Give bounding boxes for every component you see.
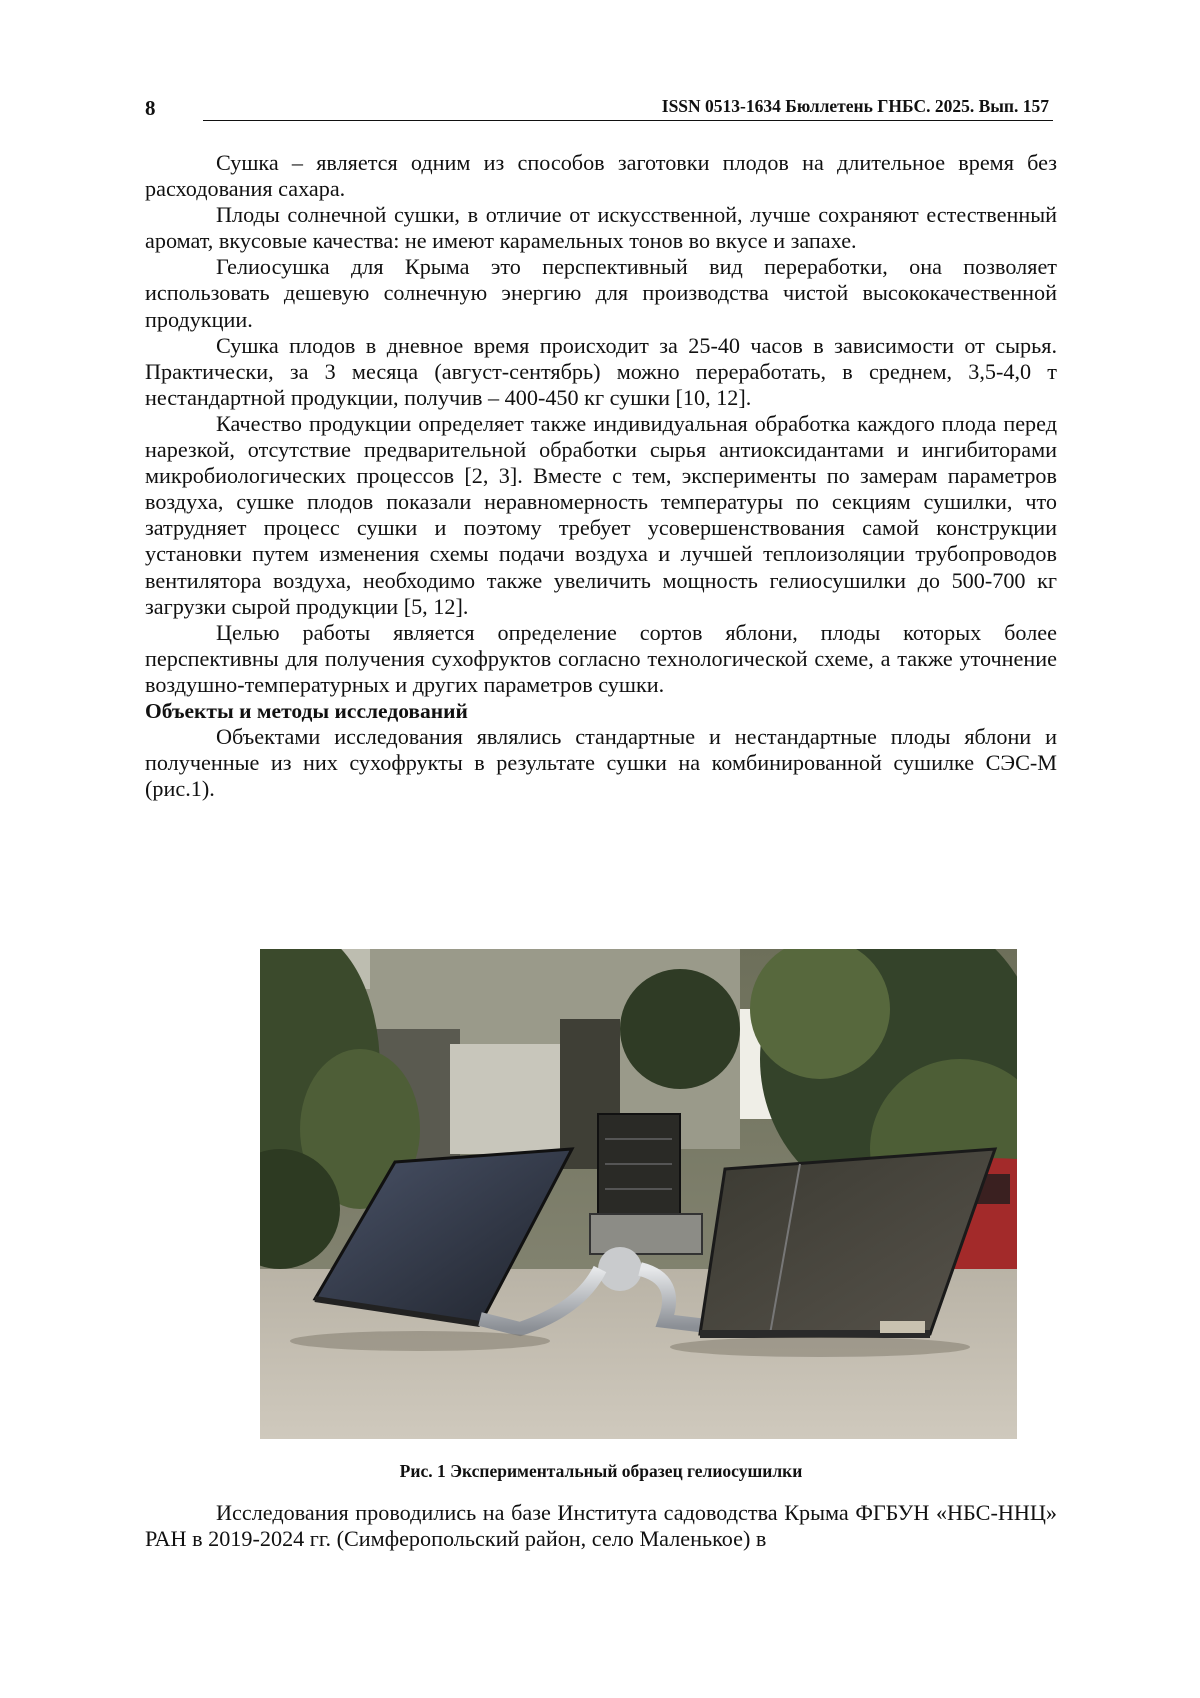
closing-paragraph: Исследования проводились на базе Института садоводства Крыма ФГБУН «НБС-ННЦ» РАН в 2019-2024 гг. (Симферопольский район, село Маленькое) в xyxy=(145,1500,1057,1552)
section-paragraph: Объектами исследования являлись стандартные и нестандартные плоды яблони и полученные из них сухофрукты в результате сушки на комбинированной сушилке СЭС-М (рис.1). xyxy=(145,723,1057,802)
section-heading: Объекты и методы исследований xyxy=(145,698,468,723)
paragraph-2: Плоды солнечной сушки, в отличие от искусственной, лучше сохраняют естественный аромат, вкусовые качества: не имеют карамельных тонов во вкусе и запахе. xyxy=(145,202,1057,254)
running-header xyxy=(145,92,1053,122)
article-body-continued xyxy=(145,1500,1057,1552)
figure-caption: Рис. 1 Экспериментальный образец гелиосушилки xyxy=(399,1461,803,1481)
journal-citation: ISSN 0513-1634 Бюллетень ГНБС. 2025. Вып. 157 xyxy=(203,96,1053,121)
paragraph-5: Качество продукции определяет также индивидуальная обработка каждого плода перед нарезкой, отсутствие предварительной обработки сырья антиоксидантами и ингибиторами микробиологических процессов [2, 3]. Вместе с тем, эксперименты по замерам параметров воздуха, сушке плодов показали неравномерность температуры по секциям сушилки, что затрудняет процесс сушки и поэтому требует усовершенствования самой конструкции установки путем изменения схемы подачи воздуха и лучшей теплоизоляции трубопроводов вентилятора воздуха, необходимо также увеличить мощность гелиосушилки до 500-700 кг загрузки сырой продукции [5, 12]. xyxy=(145,410,1057,619)
paragraph-6: Целью работы является определение сортов яблони, плоды которых более перспективны для получения сухофруктов согласно технологической схеме, а также уточнение воздушно-температурных и других параметров сушки. xyxy=(145,619,1057,697)
solar-dryer-photo xyxy=(260,949,1017,1439)
solar-dryer-illustration xyxy=(260,949,1017,1439)
paragraph-3: Гелиосушка для Крыма это перспективный вид переработки, она позволяет использовать дешевую солнечную энергию для производства чистой высококачественной продукции. xyxy=(145,254,1057,332)
paragraph-1: Сушка – является одним из способов заготовки плодов на длительное время без расходования сахара. xyxy=(145,150,1057,202)
page-number: 8 xyxy=(145,96,156,120)
article-body xyxy=(145,150,1057,802)
paragraph-4: Сушка плодов в дневное время происходит за 25-40 часов в зависимости от сырья. Практически, за 3 месяца (август-сентябрь) можно переработать, в среднем, 3,5-4,0 т нестандартной продукции, получив – 400-450 кг сушки [10, 12]. xyxy=(145,332,1057,410)
